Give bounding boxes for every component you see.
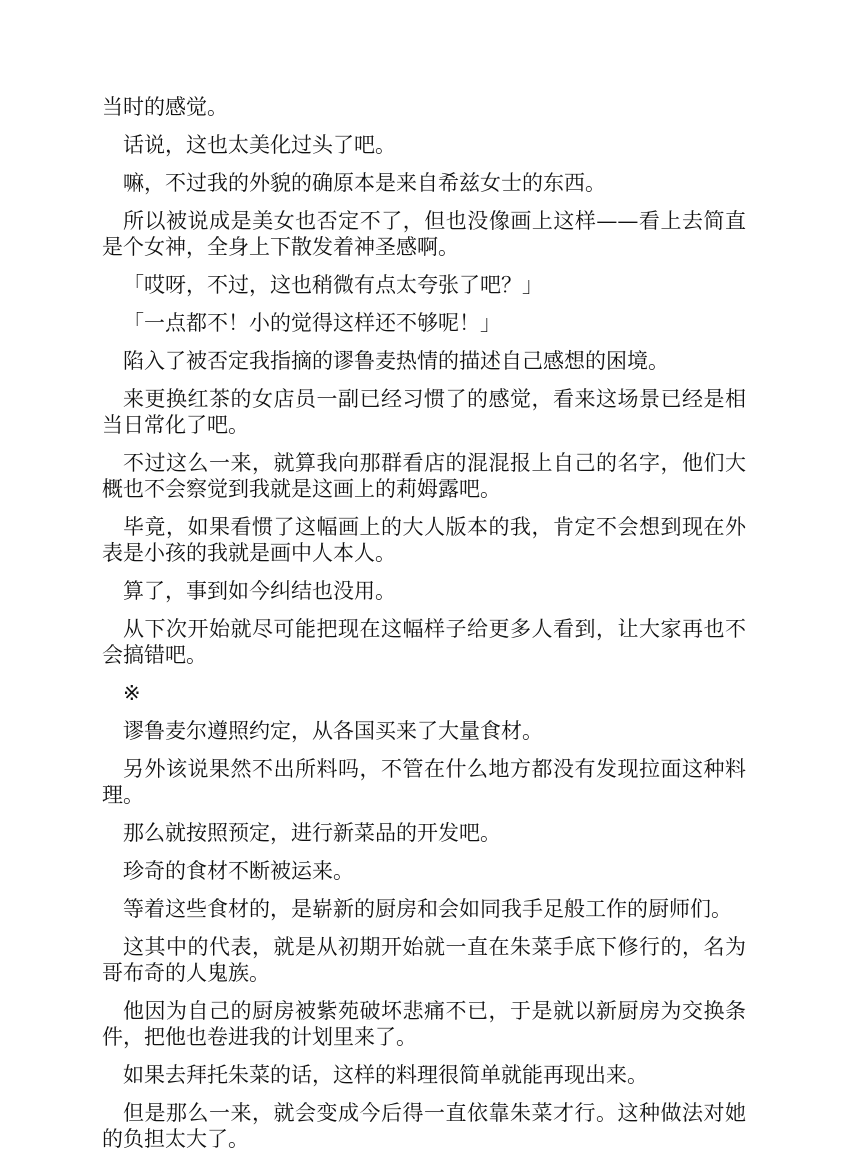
paragraph: 那么就按照预定，进行新菜品的开发吧。 — [123, 821, 501, 845]
paragraph: 不过这么一来，就算我向那群看店的混混报上自己的名字，他们大概也不会察觉到我就是这画上的莉姆露吧。 — [102, 451, 746, 501]
paragraph: 但是那么一来，就会变成今后得一直依靠朱菜才行。这种做法对她的负担太大了。 — [102, 1101, 746, 1151]
paragraph: 来更换红茶的女店员一副已经习惯了的感觉，看来这场景已经是相当日常化了吧。 — [102, 387, 746, 437]
paragraph: 陷入了被否定我指摘的谬鲁麦热情的描述自己感想的困境。 — [123, 349, 669, 373]
paragraph: 嘛，不过我的外貌的确原本是来自希兹女士的东西。 — [123, 171, 606, 195]
paragraph: 如果去拜托朱菜的话，这样的料理很简单就能再现出来。 — [123, 1063, 648, 1087]
section-divider: ※ — [123, 681, 141, 705]
paragraph: 这其中的代表，就是从初期开始就一直在朱菜手底下修行的，名为哥布奇的人鬼族。 — [102, 935, 746, 985]
paragraph: 谬鲁麦尔遵照约定，从各国买来了大量食材。 — [123, 719, 543, 743]
paragraph: 等着这些食材的，是崭新的厨房和会如同我手足般工作的厨师们。 — [123, 897, 732, 921]
paragraph: 当时的感觉。 — [102, 95, 228, 119]
paragraph: 毕竟，如果看惯了这幅画上的大人版本的我，肯定不会想到现在外表是小孩的我就是画中人本人。 — [102, 515, 746, 565]
paragraph: 另外该说果然不出所料吗，不管在什么地方都没有发现拉面这种料理。 — [102, 757, 746, 807]
paragraph: 「哎呀，不过，这也稍微有点太夸张了吧？」 — [123, 273, 543, 297]
paragraph: 所以被说成是美女也否定不了，但也没像画上这样——看上去简直是个女神，全身上下散发着神圣感啊。 — [102, 209, 746, 259]
paragraph: 从下次开始就尽可能把现在这幅样子给更多人看到，让大家再也不会搞错吧。 — [102, 617, 746, 667]
paragraph: 话说，这也太美化过头了吧。 — [123, 133, 396, 157]
paragraph: 珍奇的食材不断被运来。 — [123, 859, 354, 883]
document-page — [102, 94, 746, 1164]
paragraph: 算了，事到如今纠结也没用。 — [123, 579, 396, 603]
paragraph: 他因为自己的厨房被紫苑破坏悲痛不已，于是就以新厨房为交换条件，把他也卷进我的计划里来了。 — [102, 999, 746, 1049]
paragraph: 「一点都不！小的觉得这样还不够呢！」 — [123, 311, 501, 335]
